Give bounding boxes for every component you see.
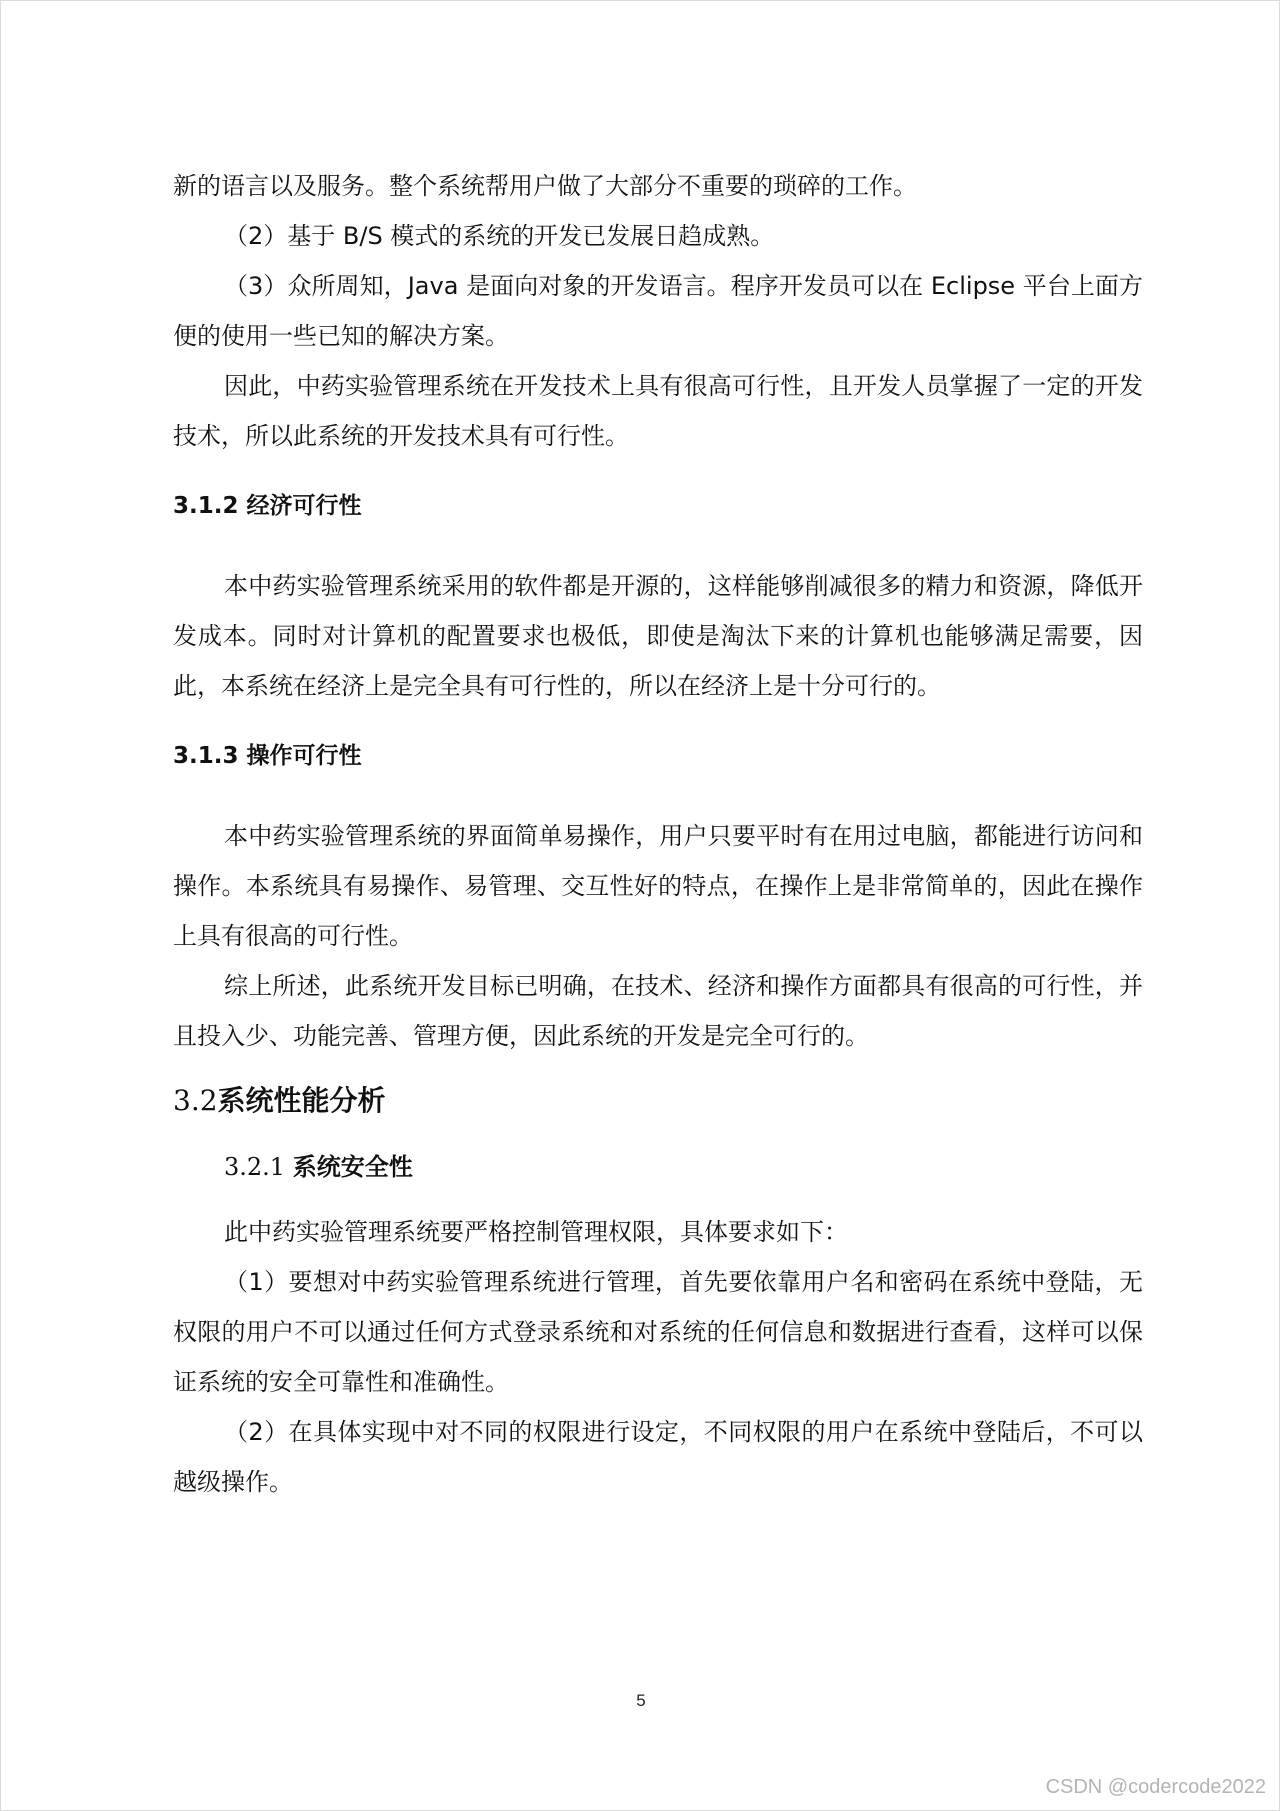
- heading-title: 系统性能分析: [217, 1084, 386, 1117]
- page-content: [173, 161, 1143, 1507]
- page-number: 5: [636, 1691, 646, 1710]
- paragraph: 本中药实验管理系统的界面简单易操作，用户只要平时有在用过电脑，都能进行访问和操作。本系统具有易操作、易管理、交互性好的特点，在操作上是非常简单的，因此在操作上具有很高的可行性。: [173, 822, 1143, 950]
- paragraph: 综上所述，此系统开发目标已明确，在技术、经济和操作方面都具有很高的可行性，并且投入少、功能完善、管理方便，因此系统的开发是完全可行的。: [173, 972, 1143, 1050]
- paragraph: 此中药实验管理系统要严格控制管理权限，具体要求如下：: [224, 1218, 848, 1246]
- paragraph: 新的语言以及服务。整个系统帮用户做了大部分不重要的琐碎的工作。: [173, 172, 917, 200]
- section-heading: 3.1.2 经济可行性: [173, 493, 362, 519]
- subsection-heading: [173, 1149, 1143, 1185]
- section-heading: 3.1.3 操作可行性: [173, 743, 362, 769]
- chapter-heading: [173, 1081, 1143, 1121]
- paragraph: （2）在具体实现中对不同的权限进行设定，不同权限的用户在系统中登陆后，不可以越级操作。: [173, 1418, 1143, 1496]
- paragraph: 本中药实验管理系统采用的软件都是开源的，这样能够削减很多的精力和资源，降低开发成本。同时对计算机的配置要求也极低，即使是淘汰下来的计算机也能够满足需要，因此，本系统在经济上是完全具有可行性的，所以在经济上是十分可行的。: [173, 572, 1143, 700]
- paragraph: （3）众所周知，Java 是面向对象的开发语言。程序开发员可以在 Eclipse 平台上面方便的使用一些已知的解决方案。: [173, 272, 1143, 350]
- paragraph: 因此，中药实验管理系统在开发技术上具有很高可行性，且开发人员掌握了一定的开发技术，所以此系统的开发技术具有可行性。: [173, 372, 1143, 450]
- watermark: CSDN @codercode2022: [1045, 1776, 1266, 1798]
- paragraph: （1）要想对中药实验管理系统进行管理，首先要依靠用户名和密码在系统中登陆，无权限的用户不可以通过任何方式登录系统和对系统的任何信息和数据进行查看，这样可以保证系统的安全可靠性和准确性。: [173, 1268, 1143, 1396]
- heading-title: 系统安全性: [292, 1153, 413, 1181]
- heading-number: 3.2.1: [224, 1153, 286, 1181]
- paragraph: （2）基于 B/S 模式的系统的开发已发展日趋成熟。: [224, 222, 775, 250]
- heading-number: 3.2: [173, 1084, 218, 1117]
